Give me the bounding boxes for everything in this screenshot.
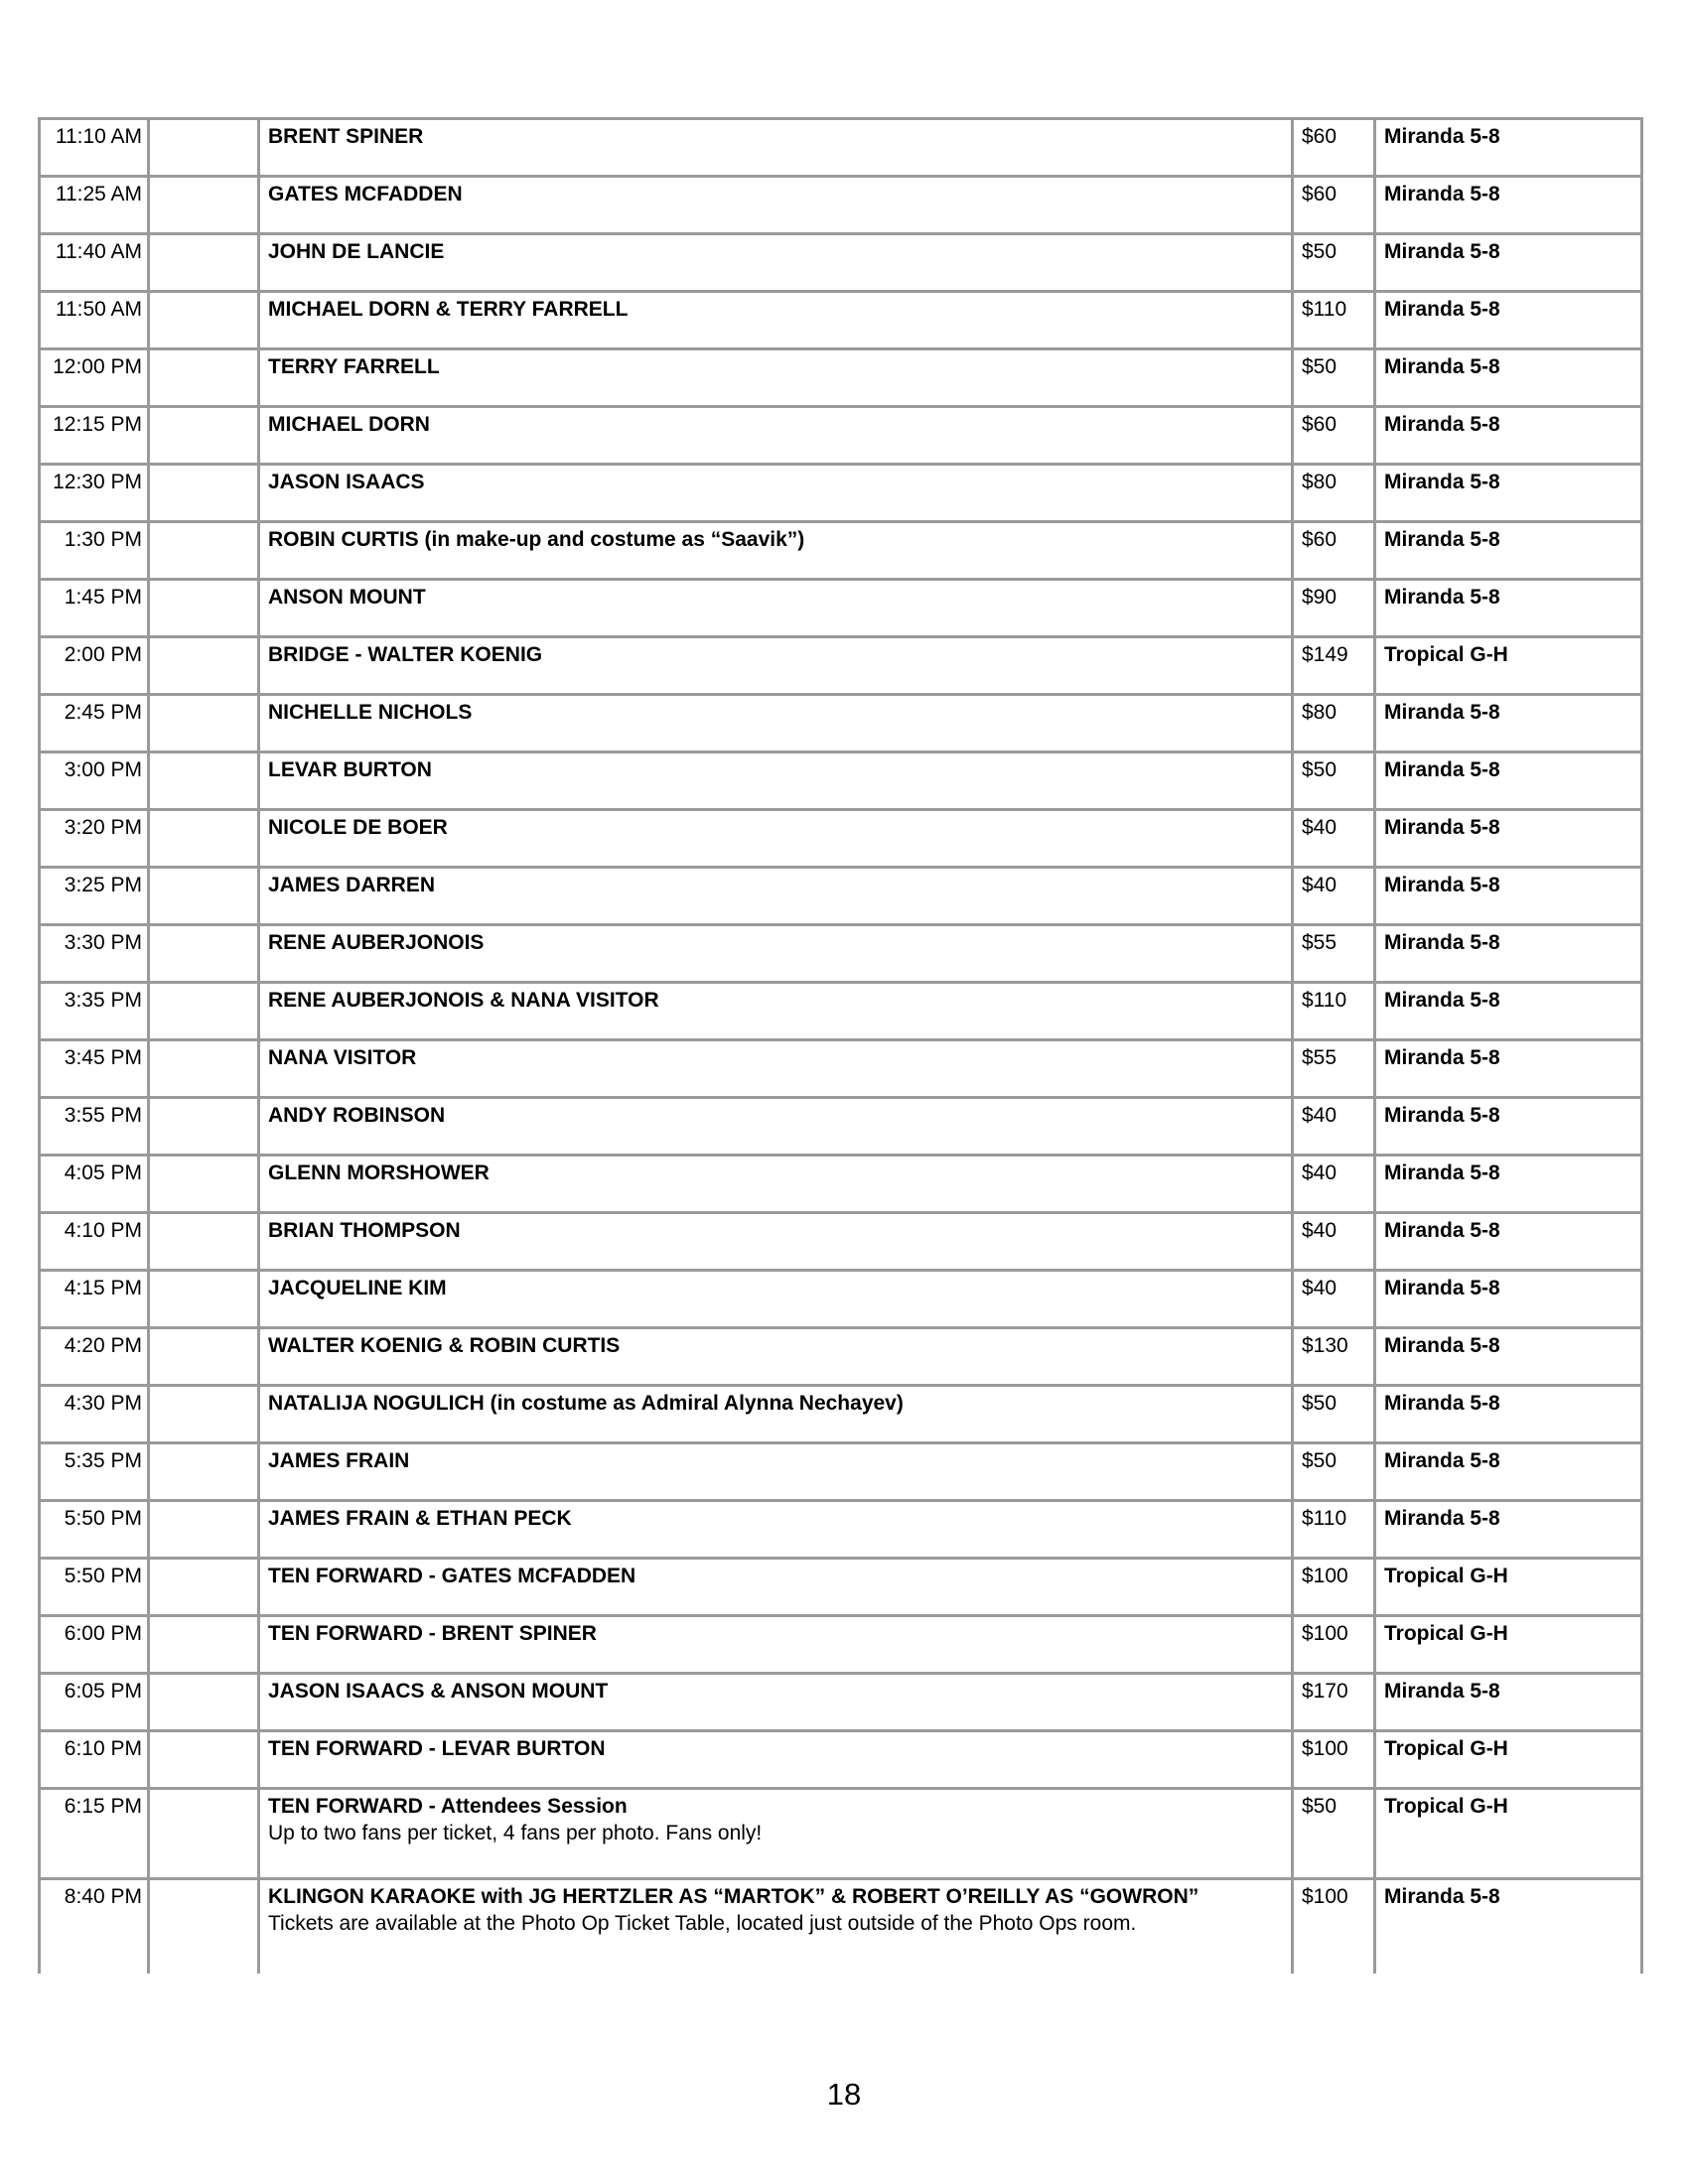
name-cell [259, 868, 1293, 925]
schedule-row [40, 1213, 1642, 1271]
time-cell: 6:00 PM [40, 1616, 149, 1674]
blank-cell [149, 925, 259, 983]
price-cell: $50 [1293, 1443, 1375, 1501]
price-cell: $60 [1293, 522, 1375, 580]
name-cell [259, 522, 1293, 580]
price-cell: $170 [1293, 1674, 1375, 1731]
name-cell [259, 637, 1293, 695]
blank-cell [149, 1789, 259, 1879]
schedule-row [40, 1879, 1642, 1974]
schedule-row [40, 1328, 1642, 1386]
time-cell: 4:05 PM [40, 1156, 149, 1213]
guest-name: LEVAR BURTON [268, 758, 432, 781]
location-cell: Miranda 5-8 [1375, 407, 1642, 465]
time-cell: 5:50 PM [40, 1559, 149, 1616]
blank-cell [149, 234, 259, 292]
price-cell: $60 [1293, 119, 1375, 177]
guest-name: BRIAN THOMPSON [268, 1219, 461, 1242]
price-cell: $50 [1293, 752, 1375, 810]
price-cell: $100 [1293, 1616, 1375, 1674]
location-cell: Miranda 5-8 [1375, 1501, 1642, 1559]
guest-name: BRENT SPINER [268, 125, 424, 148]
guest-name: GLENN MORSHOWER [268, 1161, 490, 1184]
guest-name: NICHELLE NICHOLS [268, 701, 473, 724]
location-cell: Tropical G-H [1375, 1789, 1642, 1879]
time-cell: 12:30 PM [40, 465, 149, 522]
name-cell [259, 292, 1293, 349]
name-cell [259, 983, 1293, 1040]
time-cell: 3:35 PM [40, 983, 149, 1040]
location-cell: Miranda 5-8 [1375, 695, 1642, 752]
location-cell: Miranda 5-8 [1375, 1328, 1642, 1386]
blank-cell [149, 1616, 259, 1674]
schedule-row [40, 1789, 1642, 1879]
location-cell: Miranda 5-8 [1375, 752, 1642, 810]
location-cell: Miranda 5-8 [1375, 1879, 1642, 1974]
guest-name: TEN FORWARD - LEVAR BURTON [268, 1737, 606, 1760]
time-cell: 2:45 PM [40, 695, 149, 752]
location-cell: Miranda 5-8 [1375, 1271, 1642, 1328]
price-cell: $90 [1293, 580, 1375, 637]
guest-name: JAMES DARREN [268, 874, 436, 896]
price-cell: $110 [1293, 1501, 1375, 1559]
schedule-row [40, 1731, 1642, 1789]
price-cell: $55 [1293, 925, 1375, 983]
blank-cell [149, 637, 259, 695]
guest-name: ANDY ROBINSON [268, 1104, 446, 1127]
time-cell: 12:00 PM [40, 349, 149, 407]
schedule-row [40, 1156, 1642, 1213]
name-cell [259, 925, 1293, 983]
location-cell: Miranda 5-8 [1375, 983, 1642, 1040]
guest-name: JASON ISAACS [268, 471, 425, 493]
blank-cell [149, 119, 259, 177]
schedule-row [40, 292, 1642, 349]
name-cell [259, 1271, 1293, 1328]
price-cell: $100 [1293, 1879, 1375, 1974]
guest-name: JOHN DE LANCIE [268, 240, 445, 263]
location-cell: Tropical G-H [1375, 1616, 1642, 1674]
guest-name: NICOLE DE BOER [268, 816, 448, 839]
guest-name: JASON ISAACS & ANSON MOUNT [268, 1680, 609, 1703]
name-cell [259, 1879, 1293, 1974]
schedule-row [40, 1674, 1642, 1731]
price-cell: $50 [1293, 1386, 1375, 1443]
blank-cell [149, 1501, 259, 1559]
session-note: Tickets are available at the Photo Op Ticket Table, located just outside of the Photo Ops room. [268, 1912, 1137, 1935]
guest-name: KLINGON KARAOKE with JG HERTZLER AS “MARTOK” & ROBERT O’REILLY AS “GOWRON” [268, 1885, 1199, 1908]
schedule-row [40, 695, 1642, 752]
blank-cell [149, 1879, 259, 1974]
time-cell: 3:25 PM [40, 868, 149, 925]
location-cell: Miranda 5-8 [1375, 1040, 1642, 1098]
schedule-row [40, 1271, 1642, 1328]
price-cell: $110 [1293, 292, 1375, 349]
location-cell: Miranda 5-8 [1375, 119, 1642, 177]
location-cell: Miranda 5-8 [1375, 1098, 1642, 1156]
schedule-row [40, 580, 1642, 637]
time-cell: 12:15 PM [40, 407, 149, 465]
guest-name: MICHAEL DORN & TERRY FARRELL [268, 298, 629, 321]
page-number: 18 [826, 2077, 862, 2112]
blank-cell [149, 1328, 259, 1386]
blank-cell [149, 1674, 259, 1731]
blank-cell [149, 1443, 259, 1501]
blank-cell [149, 1386, 259, 1443]
blank-cell [149, 407, 259, 465]
blank-cell [149, 465, 259, 522]
guest-name: JACQUELINE KIM [268, 1277, 447, 1299]
price-cell: $50 [1293, 1789, 1375, 1879]
schedule-row [40, 925, 1642, 983]
schedule-row [40, 810, 1642, 868]
price-cell: $60 [1293, 407, 1375, 465]
name-cell [259, 177, 1293, 234]
location-cell: Miranda 5-8 [1375, 1443, 1642, 1501]
guest-name: NANA VISITOR [268, 1046, 417, 1069]
schedule-row [40, 119, 1642, 177]
time-cell: 11:25 AM [40, 177, 149, 234]
blank-cell [149, 868, 259, 925]
schedule-row [40, 752, 1642, 810]
photo-op-schedule-table [38, 117, 1643, 1974]
price-cell: $60 [1293, 177, 1375, 234]
guest-name: TEN FORWARD - GATES MCFADDEN [268, 1565, 636, 1587]
location-cell: Tropical G-H [1375, 637, 1642, 695]
name-cell [259, 465, 1293, 522]
time-cell: 3:45 PM [40, 1040, 149, 1098]
time-cell: 6:05 PM [40, 1674, 149, 1731]
time-cell: 8:40 PM [40, 1879, 149, 1974]
name-cell [259, 752, 1293, 810]
location-cell: Tropical G-H [1375, 1559, 1642, 1616]
guest-name: RENE AUBERJONOIS [268, 931, 485, 954]
blank-cell [149, 1271, 259, 1328]
time-cell: 3:30 PM [40, 925, 149, 983]
blank-cell [149, 177, 259, 234]
schedule-row [40, 234, 1642, 292]
name-cell [259, 1674, 1293, 1731]
location-cell: Miranda 5-8 [1375, 292, 1642, 349]
price-cell: $100 [1293, 1559, 1375, 1616]
name-cell [259, 1443, 1293, 1501]
price-cell: $130 [1293, 1328, 1375, 1386]
price-cell: $149 [1293, 637, 1375, 695]
price-cell: $110 [1293, 983, 1375, 1040]
time-cell: 4:30 PM [40, 1386, 149, 1443]
price-cell: $80 [1293, 695, 1375, 752]
blank-cell [149, 580, 259, 637]
name-cell [259, 1616, 1293, 1674]
blank-cell [149, 1559, 259, 1616]
location-cell: Miranda 5-8 [1375, 522, 1642, 580]
name-cell [259, 119, 1293, 177]
price-cell: $55 [1293, 1040, 1375, 1098]
time-cell: 6:15 PM [40, 1789, 149, 1879]
time-cell: 4:20 PM [40, 1328, 149, 1386]
location-cell: Miranda 5-8 [1375, 580, 1642, 637]
location-cell: Miranda 5-8 [1375, 465, 1642, 522]
price-cell: $50 [1293, 349, 1375, 407]
location-cell: Miranda 5-8 [1375, 925, 1642, 983]
schedule-row [40, 1386, 1642, 1443]
location-cell: Miranda 5-8 [1375, 349, 1642, 407]
schedule-row [40, 983, 1642, 1040]
name-cell [259, 580, 1293, 637]
time-cell: 5:35 PM [40, 1443, 149, 1501]
guest-name: RENE AUBERJONOIS & NANA VISITOR [268, 989, 659, 1012]
schedule-row [40, 1559, 1642, 1616]
name-cell [259, 234, 1293, 292]
name-cell [259, 1789, 1293, 1879]
guest-name: MICHAEL DORN [268, 413, 430, 436]
name-cell [259, 695, 1293, 752]
guest-name: BRIDGE - WALTER KOENIG [268, 643, 543, 666]
guest-name: JAMES FRAIN [268, 1449, 410, 1472]
guest-name: TERRY FARRELL [268, 355, 440, 378]
time-cell: 2:00 PM [40, 637, 149, 695]
time-cell: 3:20 PM [40, 810, 149, 868]
guest-name: GATES MCFADDEN [268, 183, 463, 205]
blank-cell [149, 695, 259, 752]
blank-cell [149, 292, 259, 349]
location-cell: Miranda 5-8 [1375, 1213, 1642, 1271]
blank-cell [149, 522, 259, 580]
location-cell: Miranda 5-8 [1375, 1674, 1642, 1731]
blank-cell [149, 983, 259, 1040]
time-cell: 1:30 PM [40, 522, 149, 580]
name-cell [259, 810, 1293, 868]
schedule-row [40, 868, 1642, 925]
guest-name: JAMES FRAIN & ETHAN PECK [268, 1507, 572, 1530]
name-cell [259, 1213, 1293, 1271]
price-cell: $80 [1293, 465, 1375, 522]
name-cell [259, 1501, 1293, 1559]
time-cell: 6:10 PM [40, 1731, 149, 1789]
name-cell [259, 1328, 1293, 1386]
schedule-row [40, 177, 1642, 234]
blank-cell [149, 349, 259, 407]
blank-cell [149, 1098, 259, 1156]
schedule-row [40, 465, 1642, 522]
name-cell [259, 1386, 1293, 1443]
name-cell [259, 349, 1293, 407]
location-cell: Miranda 5-8 [1375, 810, 1642, 868]
schedule-row [40, 637, 1642, 695]
time-cell: 3:00 PM [40, 752, 149, 810]
location-cell: Miranda 5-8 [1375, 177, 1642, 234]
price-cell: $40 [1293, 868, 1375, 925]
price-cell: $100 [1293, 1731, 1375, 1789]
location-cell: Miranda 5-8 [1375, 234, 1642, 292]
name-cell [259, 1559, 1293, 1616]
time-cell: 11:40 AM [40, 234, 149, 292]
blank-cell [149, 1040, 259, 1098]
location-cell: Tropical G-H [1375, 1731, 1642, 1789]
schedule-row [40, 1040, 1642, 1098]
price-cell: $50 [1293, 234, 1375, 292]
blank-cell [149, 1731, 259, 1789]
price-cell: $40 [1293, 810, 1375, 868]
price-cell: $40 [1293, 1271, 1375, 1328]
guest-name: ROBIN CURTIS (in make-up and costume as “Saavik”) [268, 528, 805, 551]
blank-cell [149, 1156, 259, 1213]
schedule-row [40, 1616, 1642, 1674]
guest-name: TEN FORWARD - BRENT SPINER [268, 1622, 597, 1645]
name-cell [259, 407, 1293, 465]
guest-name: ANSON MOUNT [268, 586, 426, 609]
blank-cell [149, 810, 259, 868]
name-cell [259, 1731, 1293, 1789]
schedule-row [40, 1443, 1642, 1501]
schedule-body [40, 119, 1642, 1974]
location-cell: Miranda 5-8 [1375, 1156, 1642, 1213]
time-cell: 3:55 PM [40, 1098, 149, 1156]
time-cell: 11:10 AM [40, 119, 149, 177]
time-cell: 5:50 PM [40, 1501, 149, 1559]
schedule-row [40, 349, 1642, 407]
time-cell: 4:10 PM [40, 1213, 149, 1271]
price-cell: $40 [1293, 1213, 1375, 1271]
price-cell: $40 [1293, 1156, 1375, 1213]
schedule-row [40, 1501, 1642, 1559]
session-note: Up to two fans per ticket, 4 fans per photo. Fans only! [268, 1822, 763, 1844]
price-cell: $40 [1293, 1098, 1375, 1156]
location-cell: Miranda 5-8 [1375, 868, 1642, 925]
schedule-row [40, 1098, 1642, 1156]
guest-name: TEN FORWARD - Attendees Session [268, 1795, 628, 1818]
name-cell [259, 1098, 1293, 1156]
location-cell: Miranda 5-8 [1375, 1386, 1642, 1443]
time-cell: 1:45 PM [40, 580, 149, 637]
time-cell: 11:50 AM [40, 292, 149, 349]
time-cell: 4:15 PM [40, 1271, 149, 1328]
guest-name: WALTER KOENIG & ROBIN CURTIS [268, 1334, 621, 1357]
blank-cell [149, 752, 259, 810]
blank-cell [149, 1213, 259, 1271]
schedule-row [40, 522, 1642, 580]
name-cell [259, 1156, 1293, 1213]
name-cell [259, 1040, 1293, 1098]
schedule-row [40, 407, 1642, 465]
guest-name: NATALIJA NOGULICH (in costume as Admiral Alynna Nechayev) [268, 1392, 904, 1415]
